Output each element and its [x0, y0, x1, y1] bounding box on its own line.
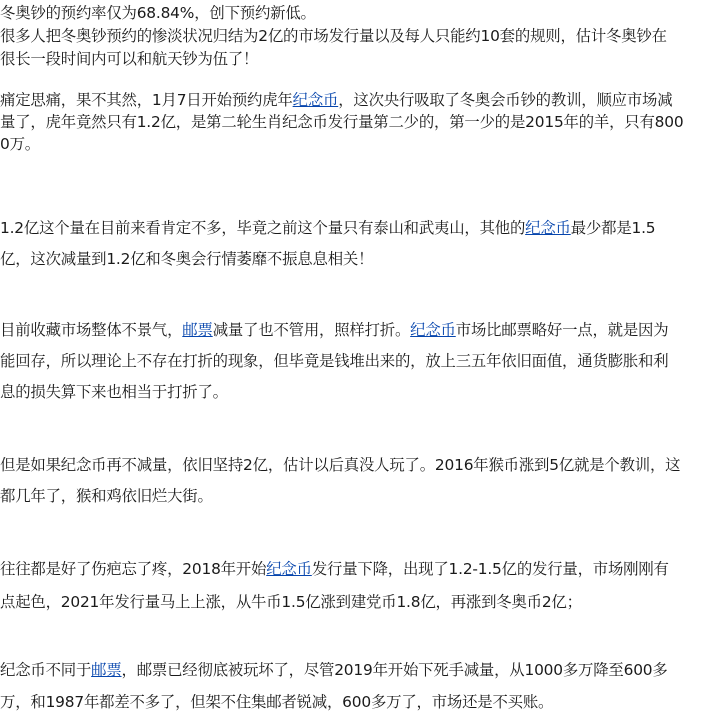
text-segment: 痛定思痛，果不其然，1月7日开始预约虎年 — [0, 91, 293, 109]
text-segment: 都几年了，猴和鸡依旧烂大街。 — [0, 487, 213, 505]
text-segment: 市场比邮票略好一点，就是因为 — [455, 321, 669, 339]
text-segment: 很长一段时间内可以和航天钞为伍了！ — [0, 50, 259, 68]
paragraph — [0, 553, 715, 619]
text-segment: ，这次央行吸取了冬奥会币钞的教训，顺应市场减 — [338, 91, 673, 109]
paragraph — [0, 315, 715, 408]
text-segment: 减量了也不管用，照样打折。 — [212, 321, 411, 339]
text-segment: 冬奥钞的预约率仅为68.84%，创下预约新低。 — [0, 4, 316, 22]
text-line — [0, 2, 316, 25]
keyword-link[interactable]: 邮票 — [182, 321, 213, 339]
text-segment: 最少都是1.5 — [570, 219, 656, 237]
text-line — [0, 686, 553, 713]
text-line — [0, 244, 373, 275]
keyword-link[interactable]: 纪念币 — [266, 560, 312, 578]
paragraph — [0, 654, 715, 713]
text-line — [0, 553, 669, 586]
text-line — [0, 315, 668, 346]
text-line — [0, 133, 40, 155]
text-segment: 能回存，所以理论上不存在打折的现象，但毕竟是钱堆出来的，放上三五年依旧面值，通货膨胀和利 — [0, 352, 669, 370]
paragraph — [0, 2, 715, 71]
text-line — [0, 481, 213, 512]
text-segment: 息的损失算下来也相当于打折了。 — [0, 383, 228, 401]
keyword-link[interactable]: 纪念币 — [292, 91, 339, 109]
text-segment: 0万。 — [0, 135, 40, 153]
text-segment: 目前收藏市场整体不景气， — [0, 321, 183, 339]
text-segment: 很多人把冬奥钞预约的惨淡状况归结为2亿的市场发行量以及每人只能约10套的规则，估计冬奥钞在 — [0, 27, 667, 45]
text-segment: 纪念币不同于 — [0, 661, 92, 679]
keyword-link[interactable]: 纪念币 — [410, 321, 456, 339]
text-segment: 亿，这次减量到1.2亿和冬奥会行情萎靡不振息息相关！ — [0, 250, 374, 268]
text-segment: 量了，虎年竟然只有1.2亿，是第二轮生肖纪念币发行量第二少的，第一少的是2015年的羊，只有800 — [0, 113, 684, 131]
text-line — [0, 213, 655, 244]
text-line — [0, 377, 228, 408]
text-line — [0, 450, 680, 481]
text-line — [0, 654, 668, 686]
text-line — [0, 89, 672, 111]
text-line — [0, 111, 683, 133]
text-line — [0, 346, 668, 377]
keyword-link[interactable]: 纪念币 — [525, 219, 571, 237]
keyword-link[interactable]: 邮票 — [91, 661, 122, 679]
text-segment: 往往都是好了伤疤忘了疼，2018年开始 — [0, 560, 267, 578]
text-segment: 1.2亿这个量在目前来看肯定不多，毕竟之前这个量只有泰山和武夷山，其他的 — [0, 219, 526, 237]
text-segment: 点起色，2021年发行量马上上涨，从牛币1.5亿涨到建党币1.8亿，再涨到冬奥币2亿； — [0, 593, 582, 611]
text-segment: 但是如果纪念币再不减量，依旧坚持2亿，估计以后真没人玩了。2016年猴币涨到5亿就是个教训，这 — [0, 456, 681, 474]
text-segment: ，邮票已经彻底被玩坏了，尽管2019年开始下死手减量，从1000多万降至600多 — [121, 661, 668, 679]
paragraph — [0, 89, 715, 155]
text-segment: 发行量下降，出现了1.2-1.5亿的发行量，市场刚刚有 — [311, 560, 669, 578]
paragraph — [0, 213, 715, 275]
text-segment: 万，和1987年都差不多了，但架不住集邮者锐减，600多万了，市场还是不买账。 — [0, 693, 554, 711]
text-line — [0, 25, 667, 48]
text-line — [0, 586, 582, 619]
text-line — [0, 48, 258, 71]
paragraph — [0, 450, 715, 512]
